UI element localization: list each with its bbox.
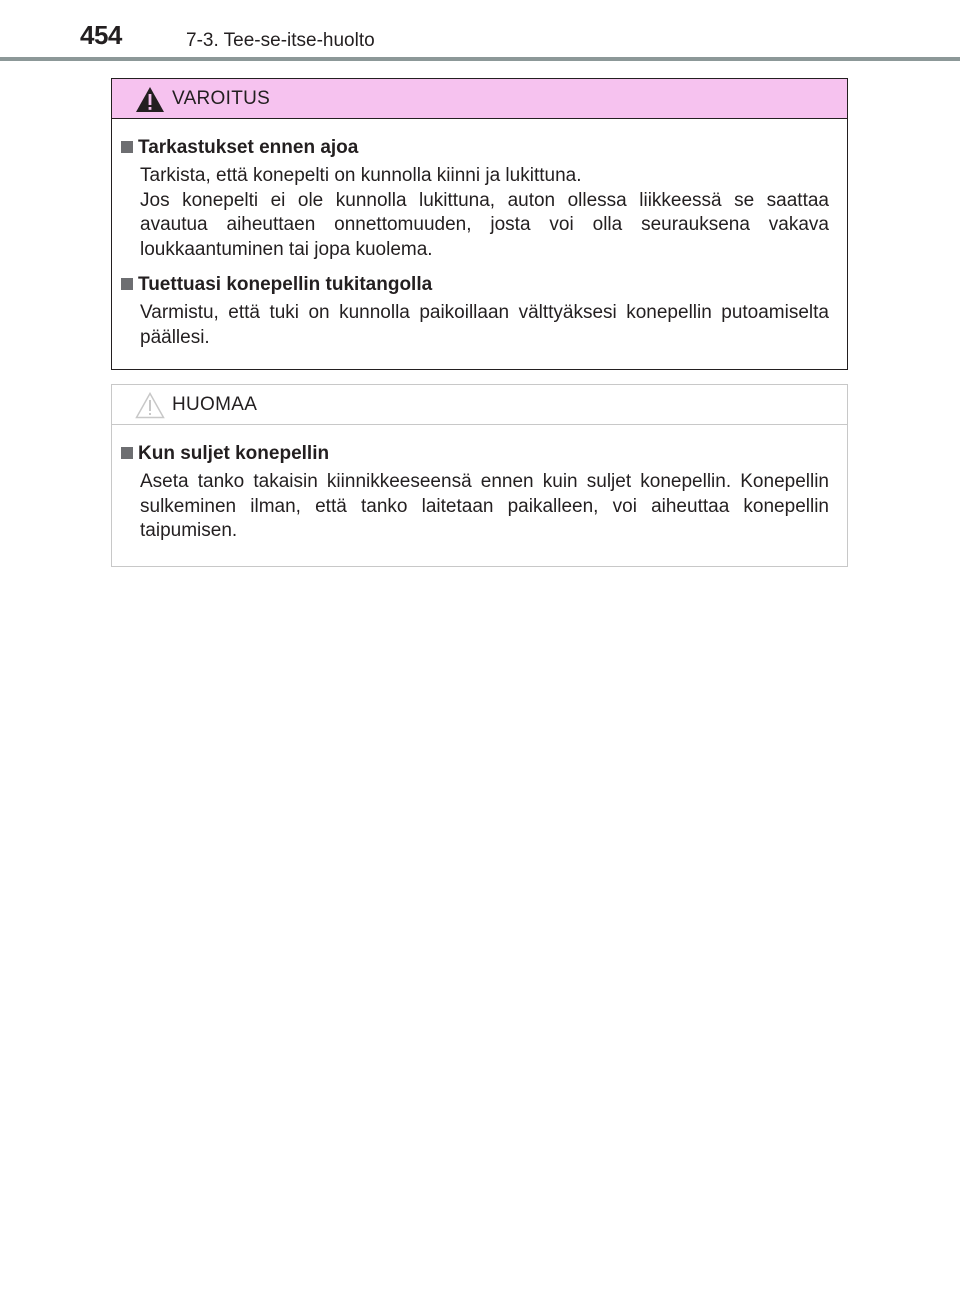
notice-label: HUOMAA: [172, 394, 258, 415]
item-text: Jos konepelti ei ole kunnolla lukittuna, auton ollessa liikkeessä se saattaa avautua aiheuttaen onnettomuuden, josta voi olla seurauksena vakava loukkaantuminen tai jopa kuolema.: [140, 189, 829, 260]
page-number: 454: [80, 20, 122, 50]
square-bullet-icon: [121, 141, 133, 153]
item-text: Tarkista, että konepelti on kunnolla kiinni ja lukittuna.: [140, 165, 582, 186]
warning-body: [112, 119, 847, 350]
warning-item: [120, 273, 829, 350]
warning-triangle-icon: [135, 86, 165, 113]
item-title: Tarkastukset ennen ajoa: [138, 137, 359, 158]
caution-triangle-icon: [135, 392, 165, 419]
item-title: Tuettuasi konepellin tukitangolla: [138, 274, 433, 295]
square-bullet-icon: [121, 278, 133, 290]
notice-body: [112, 425, 847, 544]
warning-header: [112, 79, 847, 119]
notice-box: [111, 384, 848, 567]
page-header: [0, 0, 960, 62]
section-title: 7-3. Tee-se-itse-huolto: [186, 30, 375, 51]
item-title: Kun suljet konepellin: [138, 443, 330, 464]
square-bullet-icon: [121, 447, 133, 459]
item-text: Aseta tanko takaisin kiinnikkeeseensä ennen kuin suljet konepellin. Konepellin sulkeminen ilman, että tanko laitetaan paikalleen, voi aiheuttaa konepellin taipumisen.: [140, 471, 829, 541]
item-text: Varmistu, että tuki on kunnolla paikoillaan välttyäksesi konepellin putoamiselta päällesi.: [140, 302, 829, 348]
warning-label: VAROITUS: [172, 88, 271, 109]
notice-header: [112, 385, 847, 425]
warning-box: [111, 78, 848, 370]
notice-item: [120, 442, 829, 544]
header-rule: [0, 57, 960, 61]
warning-item: [120, 136, 829, 262]
